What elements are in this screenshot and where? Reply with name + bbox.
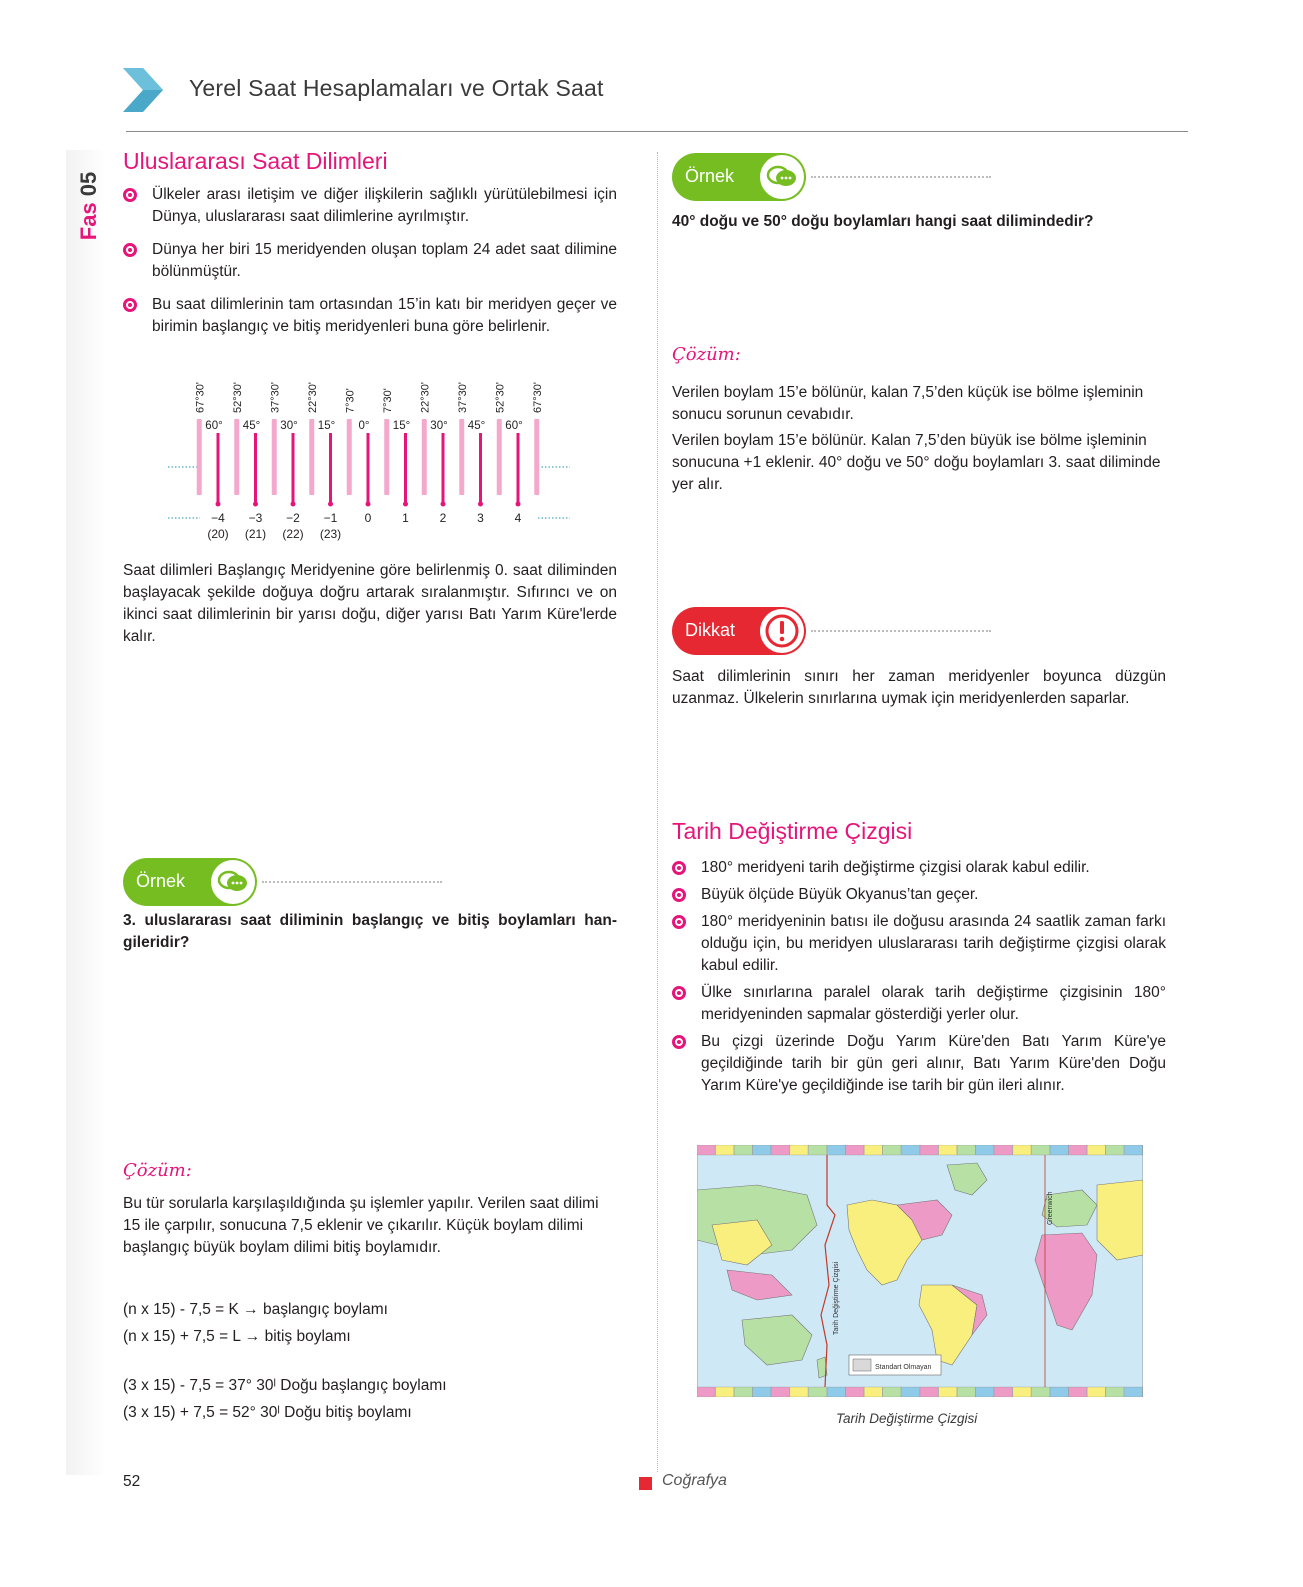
- zone-number-label: 2: [439, 511, 447, 525]
- formula-end: (n x 15) + 7,5 = L → bitiş boylamı: [123, 1328, 351, 1345]
- map-zone-bar-cell: [957, 1145, 975, 1155]
- map-zone-bar-cell: [827, 1387, 845, 1397]
- badge-dotted-line: [262, 881, 442, 883]
- map-zone-bar-cell: [697, 1387, 715, 1397]
- zone-center-dot: [253, 502, 258, 507]
- map-zone-bar-cell: [697, 1145, 715, 1155]
- time-zone-diagram: [160, 375, 580, 547]
- example-badge-label: Örnek: [685, 166, 735, 186]
- map-zone-bar-cell: [901, 1145, 919, 1155]
- list-item: Bu çizgi üzerinde Doğu Yarım Küre'den Batı Yarım Küre'ye geçildiğinde tarih bir gün geri alınır, Batı Yarım Küre'den Doğu Yarım Küre'ye geçildiğinde ise tarih bir gün ileri alınır.: [672, 1031, 1166, 1097]
- zone-alt-label: (22): [282, 527, 304, 541]
- zone-number-label: 1: [402, 511, 409, 525]
- map-zone-bar-cell: [920, 1145, 938, 1155]
- map-zone-bar-cell: [1050, 1145, 1068, 1155]
- bullet-icon: [123, 188, 137, 202]
- bullet-icon: [672, 1035, 686, 1049]
- zone-boundary-line: [347, 419, 352, 495]
- list-item: 180° meridyeninin batısı ile doğusu arasında 24 saatlik zaman farkı olduğu için, bu meridyen uluslararası tarih değiştirme çizgisi olarak kabul edilir.: [672, 911, 1166, 977]
- footer-square-icon: [639, 1477, 652, 1490]
- zone-center-dot: [216, 502, 221, 507]
- list-item: Ülke sınırlarına paralel olarak tarih değiştirme çizgisinin 180° meridyeninden sapmalar gösterdiği yerler olur.: [672, 982, 1166, 1026]
- page-number: 52: [123, 1473, 141, 1490]
- badge-dotted-line: [811, 630, 991, 632]
- map-zone-bar-cell: [1069, 1387, 1087, 1397]
- zone-boundary-line: [272, 419, 277, 495]
- center-meridian-label: 0°: [358, 420, 370, 432]
- bullet-icon: [672, 861, 686, 875]
- map-zone-bar-cell: [790, 1387, 808, 1397]
- calc-start: (3 x 15) - 7,5 = 37° 30ˡ Doğu başlangıç boylamı: [123, 1377, 447, 1394]
- boundary-label: 67°30': [194, 382, 207, 413]
- list-item: 180° meridyeni tarih değiştirme çizgisi olarak kabul edilir.: [672, 857, 1166, 879]
- boundary-label: 22°30': [306, 382, 319, 413]
- zone-center-dot: [328, 502, 333, 507]
- fasikul-side-label: [72, 156, 108, 256]
- zone-center-dot: [403, 502, 408, 507]
- exclamation-icon: [760, 609, 804, 653]
- warning-text: Saat dilimlerinin sınırı her zaman meridyenler boyunca düzgün uzanmaz. Ülkelerin sınırlarına uymak için meridyenlerden saparlar.: [672, 668, 1166, 707]
- svg-text:Fas 05: Fas 05: [75, 171, 101, 241]
- list-item: Bu saat dilimlerinin tam ortasından 15’in katı bir meridyen geçer ve birimin başlangıç ve bitiş meridyenleri buna göre belirlenir.: [123, 294, 617, 338]
- map-zone-bar-cell: [1069, 1145, 1087, 1155]
- zone-number-label: −2: [286, 511, 300, 525]
- formula-start: (n x 15) - 7,5 = K → başlangıç boylamı: [123, 1301, 388, 1318]
- footer-subject: Coğrafya: [662, 1472, 727, 1489]
- map-zone-bar-cell: [994, 1387, 1012, 1397]
- map-zone-bar-cell: [1124, 1387, 1142, 1397]
- map-zone-bar-cell: [994, 1145, 1012, 1155]
- map-zone-bar-cell: [1106, 1387, 1124, 1397]
- zone-number-label: −1: [323, 511, 338, 525]
- warning-badge: [672, 607, 806, 655]
- map-zone-bar-cell: [1013, 1387, 1031, 1397]
- world-time-zone-map: [697, 1145, 1143, 1397]
- map-zone-bar-cell: [716, 1387, 734, 1397]
- map-zone-bar-cell: [734, 1387, 752, 1397]
- time-zone-paragraph: Saat dilimleri Başlangıç Meridyenine göre belirlenmiş 0. saat diliminden başlayacak şekilde doğuya doğru artarak sıralanmıştır. Sıfırıncı ve on ikinci saat dilimlerinin bir yarısı doğu, diğer yarısı Batı Yarım Küre'lerde kalır.: [123, 562, 617, 645]
- column-divider: [657, 152, 658, 1472]
- map-zone-bar-cell: [1032, 1387, 1050, 1397]
- center-meridian-label: 30°: [430, 420, 448, 432]
- example-question: 3. uluslararası saat diliminin başlangıç ve bitiş boylamları hangileridir?: [123, 912, 617, 951]
- zone-boundary-line: [197, 419, 202, 495]
- map-zone-bar-cell: [976, 1387, 994, 1397]
- zone-center-dot: [516, 502, 521, 507]
- map-zone-bar-cell: [1106, 1145, 1124, 1155]
- header-rule: [126, 131, 1188, 132]
- zone-number-label: −3: [248, 511, 263, 525]
- map-zone-bar-cell: [920, 1387, 938, 1397]
- map-zone-bar-cell: [1087, 1387, 1105, 1397]
- map-zone-bar-cell: [753, 1387, 771, 1397]
- map-zone-bar-cell: [734, 1145, 752, 1155]
- map-caption: Tarih Değiştirme Çizgisi: [836, 1411, 978, 1426]
- speech-bubble-icon: [211, 860, 255, 904]
- map-zone-bar-cell: [1050, 1387, 1068, 1397]
- solution-label: Çözüm:: [123, 1160, 192, 1181]
- zone-center-dot: [441, 502, 446, 507]
- map-zone-bar-cell: [864, 1145, 882, 1155]
- map-zone-bar-cell: [1124, 1145, 1142, 1155]
- map-zone-bar-cell: [939, 1387, 957, 1397]
- bullet-icon: [123, 298, 137, 312]
- center-meridian-label: 45°: [242, 420, 261, 432]
- time-zone-bullet-list: [123, 184, 617, 349]
- map-zone-bar-cell: [809, 1145, 827, 1155]
- bullet-icon: [123, 243, 137, 257]
- center-meridian-label: 15°: [317, 420, 336, 432]
- zone-alt-label: (23): [319, 527, 342, 541]
- example-badge: [123, 858, 257, 906]
- center-meridian-label: 15°: [392, 420, 411, 432]
- solution-paragraph-1: Verilen boylam 15’e bölünür, kalan 7,5’den küçük ise bölme işleminin sonucu sorunun cevabıdır.: [672, 384, 1144, 423]
- solution-paragraph-2: Verilen boylam 15’e bölünür. Kalan 7,5’den büyük ise bölme işleminin sonucuna +1 eklenir. 40° doğu ve 50° doğu boylamları 3. saat diliminde yer alır.: [672, 432, 1161, 493]
- section-title-time-zones: Uluslararası Saat Dilimleri: [123, 148, 388, 174]
- page-header-title: Yerel Saat Hesaplamaları ve Ortak Saat: [189, 75, 604, 101]
- map-zone-bar-cell: [771, 1145, 789, 1155]
- map-zone-bar-cell: [864, 1387, 882, 1397]
- greenwich-label: Greenwich: [1047, 1191, 1054, 1225]
- map-zone-bar-cell: [1013, 1145, 1031, 1155]
- badge-dotted-line: [811, 176, 991, 178]
- zone-number-label: −4: [211, 511, 225, 525]
- boundary-label: 52°30': [231, 382, 244, 413]
- date-line-label: Tarih Değiştirme Çizgisi: [833, 1261, 840, 1335]
- zone-boundary-line: [459, 419, 464, 495]
- speech-bubble-icon: [760, 155, 804, 199]
- center-meridian-label: 60°: [205, 420, 223, 432]
- zone-number-label: 0: [364, 511, 372, 525]
- boundary-label: 22°30': [419, 382, 432, 413]
- calc-end: (3 x 15) + 7,5 = 52° 30ˡ Doğu bitiş boylamı: [123, 1404, 412, 1421]
- list-item: Büyük ölçüde Büyük Okyanus’tan geçer.: [672, 884, 1166, 906]
- zone-boundary-line: [497, 419, 502, 495]
- bullet-icon: [672, 986, 686, 1000]
- zone-number-label: 3: [477, 511, 484, 525]
- header-arrow-icon: [123, 68, 167, 112]
- bullet-icon: [672, 915, 686, 929]
- map-zone-bar-cell: [771, 1387, 789, 1397]
- zone-center-dot: [291, 502, 296, 507]
- map-zone-bar-cell: [846, 1387, 864, 1397]
- zone-alt-label: (21): [244, 527, 267, 541]
- list-item: Dünya her biri 15 meridyenden oluşan toplam 24 adet saat dilimine bölünmüştür.: [123, 239, 617, 283]
- zone-number-label: 4: [514, 511, 522, 525]
- section-title-date-line: Tarih Değiştirme Çizgisi: [672, 818, 913, 844]
- center-meridian-label: 60°: [505, 420, 523, 432]
- side-strip: [66, 150, 106, 1475]
- map-zone-bar-cell: [1087, 1145, 1105, 1155]
- solution-label: Çözüm:: [672, 344, 741, 365]
- map-zone-bar-cell: [957, 1387, 975, 1397]
- boundary-label: 7°30': [381, 388, 394, 413]
- zone-center-dot: [478, 502, 483, 507]
- map-zone-bar-cell: [901, 1387, 919, 1397]
- map-zone-bar-cell: [883, 1145, 901, 1155]
- boundary-label: 67°30': [531, 382, 544, 413]
- map-zone-bar-cell: [790, 1145, 808, 1155]
- example-question: 40° doğu ve 50° doğu boylamları hangi saat dilimindedir?: [672, 213, 1094, 230]
- zone-boundary-line: [309, 419, 314, 495]
- example-badge: [672, 153, 806, 201]
- zone-boundary-line: [234, 419, 239, 495]
- zone-boundary-line: [422, 419, 427, 495]
- zone-boundary-line: [534, 419, 539, 495]
- bullet-icon: [672, 888, 686, 902]
- map-zone-bar-cell: [753, 1145, 771, 1155]
- boundary-label: 7°30': [344, 388, 357, 413]
- map-zone-bar-cell: [716, 1145, 734, 1155]
- warning-badge-label: Dikkat: [685, 620, 736, 640]
- map-legend-label: Standart Olmayan: [875, 1364, 932, 1371]
- zone-center-dot: [366, 502, 371, 507]
- boundary-label: 52°30': [494, 382, 507, 413]
- solution-text: Bu tür sorularla karşılaşıldığında şu işlemler yapılır. Verilen saat dilimi 15 ile çarpılır, sonucuna 7,5 eklenir ve çıkarılır. Küçük boylam dilimi başlangıç büyük boylam dilimi bitiş boylamıdır.: [123, 1195, 599, 1256]
- date-line-bullet-list: [672, 857, 1166, 1102]
- map-zone-bar-cell: [846, 1145, 864, 1155]
- zone-boundary-line: [384, 419, 389, 495]
- map-zone-bar-cell: [809, 1387, 827, 1397]
- map-zone-bar-cell: [827, 1145, 845, 1155]
- center-meridian-label: 30°: [280, 420, 298, 432]
- list-item: Ülkeler arası iletişim ve diğer ilişkilerin sağlıklı yürütülebilmesi için Dünya, uluslararası saat dilimlerine ayrılmıştır.: [123, 184, 617, 228]
- example-badge-label: Örnek: [136, 871, 186, 891]
- center-meridian-label: 45°: [467, 420, 486, 432]
- map-zone-bar-cell: [1032, 1145, 1050, 1155]
- boundary-label: 37°30': [269, 382, 282, 413]
- zone-alt-label: (20): [207, 527, 229, 541]
- boundary-label: 37°30': [456, 382, 469, 413]
- map-zone-bar-cell: [939, 1145, 957, 1155]
- map-legend-swatch: [853, 1359, 871, 1371]
- map-zone-bar-cell: [976, 1145, 994, 1155]
- map-zone-bar-cell: [883, 1387, 901, 1397]
